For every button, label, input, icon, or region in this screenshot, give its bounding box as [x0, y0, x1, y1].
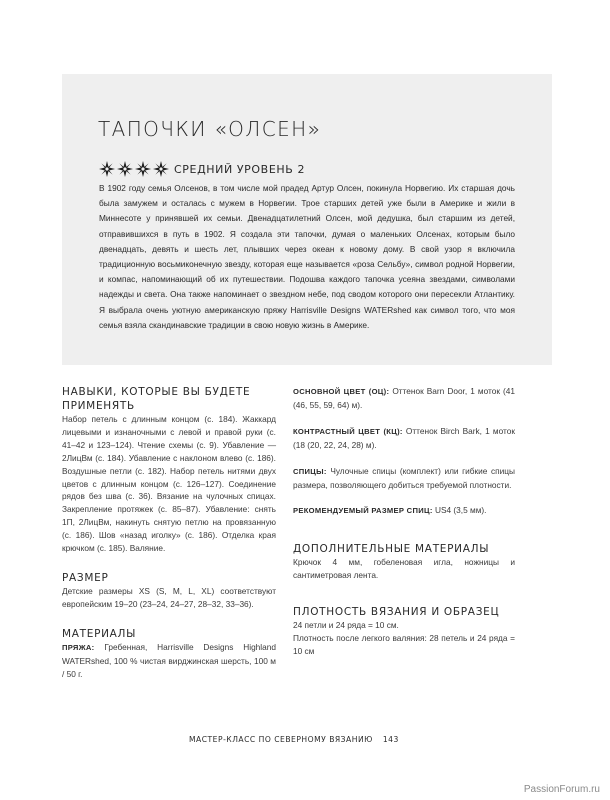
right-column — [293, 385, 515, 658]
size-text: Детские размеры XS (S, M, L, XL) соответствуют европейским 19–20 (23–24, 24–27, 28–32, 33–36). — [62, 585, 276, 609]
page-title: ТАПОЧКИ «ОЛСЕН» — [98, 117, 322, 141]
gauge-line-1: 24 петли и 24 ряда = 10 см. — [293, 620, 399, 631]
page-number: 143 — [382, 735, 399, 744]
difficulty-label: СРЕДНИЙ УРОВЕНЬ 2 — [174, 162, 306, 176]
yarn-spec — [62, 641, 276, 681]
needles-label: СПИЦЫ: — [293, 466, 327, 476]
main-color-spec — [293, 385, 515, 412]
contrast-color-label: КОНТРАСТНЫЙ ЦВЕТ (КЦ): — [293, 426, 403, 436]
skills-heading: НАВЫКИ, КОТОРЫЕ ВЫ БУДЕТЕ ПРИМЕНЯТЬ — [62, 386, 251, 412]
gauge-line-2: Плотность после легкого валяния: 28 петель и 24 ряда = 10 см — [293, 633, 515, 656]
difficulty-level — [99, 161, 305, 177]
recommended-needle-spec — [293, 504, 515, 518]
difficulty-stars — [99, 161, 169, 177]
page-footer — [189, 735, 399, 744]
main-color-label: ОСНОВНОЙ ЦВЕТ (ОЦ): — [293, 387, 390, 396]
star-icon — [153, 161, 169, 177]
extra-materials-text: Крючок 4 мм, гобеленовая игла, ножницы и сантиметровая лента. — [293, 557, 515, 581]
recommended-needle-text: US4 (3,5 мм). — [434, 505, 487, 516]
yarn-text: Гребенная, Harrisville Designs Highland WATERshed, 100 % чистая вирджинская шерсть, 100 м / 50 г. — [62, 641, 276, 679]
recommended-needle-label: РЕКОМЕНДУЕМЫЙ РАЗМЕР СПИЦ: — [293, 506, 433, 516]
needles-spec — [293, 465, 515, 492]
size-heading: РАЗМЕР — [62, 571, 109, 584]
needles-text: Чулочные спицы (комплект) или гибкие спицы размера, позволяющего добиться требуемой плотности. — [293, 465, 515, 490]
yarn-label: ПРЯЖА: — [62, 642, 95, 652]
contrast-color-text: Оттенок Birch Bark, 1 моток (18 (20, 22, 24, 28) м). — [293, 425, 515, 450]
left-column — [62, 385, 276, 681]
star-icon — [99, 161, 115, 177]
skills-text: Набор петель с длинным концом (с. 184). Жаккард лицевыми и изнаночными с левой и правой руки (с. 41–42 и 123–124). Чтение схемы (с. 9). Убавление — 2ЛицВм (с. 184). Убавление с наклоном влево (с. 186). Воздушные петли (с. 182). Набор петель нитями двух цветов с длинным концом (с. 126–127). Соединение рядов без шва (с. 36). Вязание на чулочных спицах. Закрепление протяжек (с. 85–87). Убавление: снять 1П, 2ЛицВм, накинуть снятую петлю на провязанную (с. 186). Шов «назад иголку» (с. 186). Отделка края крючком (с. 185). Валяние. — [62, 414, 276, 554]
watermark: PassionForum.ru — [523, 784, 600, 795]
main-color-text: Оттенок Barn Door, 1 моток (41 (46, 55, 59, 64) м). — [293, 386, 515, 410]
book-title: МАСТЕР-КЛАСС ПО СЕВЕРНОМУ ВЯЗАНИЮ — [189, 735, 373, 744]
materials-heading: МАТЕРИАЛЫ — [62, 627, 137, 640]
intro-paragraph: В 1902 году семья Олсенов, в том числе мой прадед Артур Олсен, покинула Норвегию. Их старшая дочь была замужем и осталась с мужем в Норвегии. Трое старших детей уже были в Америке и жили в Миннесоте у принявшей их семьи. Двенадцатилетний Олсен, мой дедушка, был старшим из детей, отправившихся в путь в 1902. Я создала эти тапочки, думая о маленьких Олсенах, которым было двенадцать, девять и шесть лет, плывших через океан к новому дому. В свой узор я включила традиционную восьмиконечную звезду, которая еще называется «роза Сельбу», символ родной Норвегии, и компас, напоминающий об их путешествии. Подошва каждого тапочка усеяна звездами, символами надежды и света. Она также напоминает о звездном небе, под сводом которого они пересекли Атлантику. Я выбрала очень уютную американскую пряжу Harrisville Designs WATERshed как символ того, что моя семья взяла скандинавские традиции в свою новую жизнь в Америке. — [99, 183, 515, 330]
contrast-color-spec — [293, 425, 515, 452]
star-icon — [117, 161, 133, 177]
star-icon — [135, 161, 151, 177]
gauge-heading: ПЛОТНОСТЬ ВЯЗАНИЯ И ОБРАЗЕЦ — [293, 606, 500, 619]
extra-materials-heading: ДОПОЛНИТЕЛЬНЫЕ МАТЕРИАЛЫ — [293, 543, 490, 556]
